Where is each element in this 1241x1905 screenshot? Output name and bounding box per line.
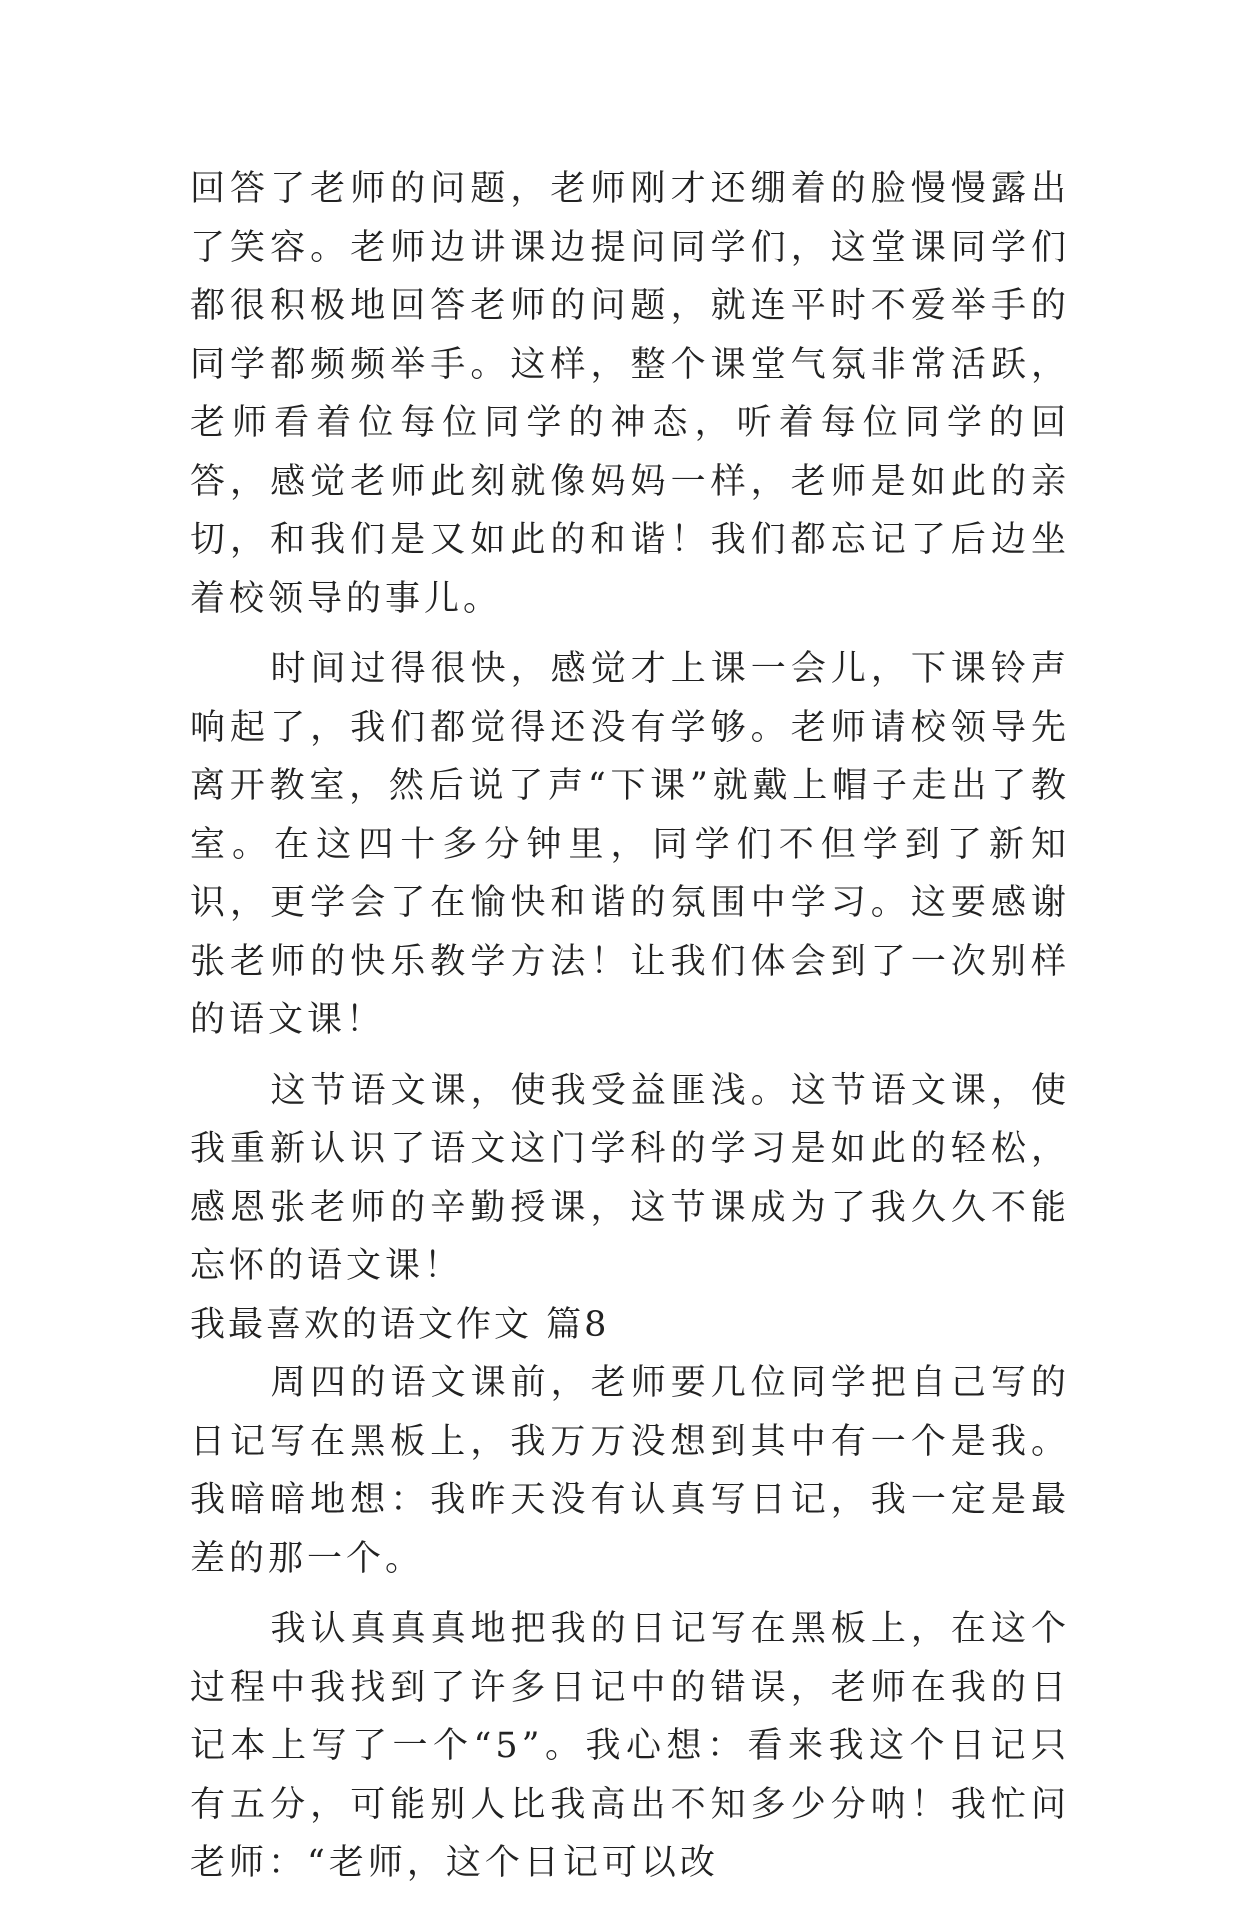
paragraph: 回答了老师的问题，老师刚才还绷着的脸慢慢露出了笑容。老师边讲课边提问同学们，这堂课同学们都很积极地回答老师的问题，就连平时不爱举手的同学都频频举手。这样，整个课堂气氛非常活跃，老师看着位每位同学的神态，听着每位同学的回答，感觉老师此刻就像妈妈一样，老师是如此的亲切，和我们是又如此的和谐！我们都忘记了后边坐着校领导的事儿。 <box>190 169 1070 619</box>
section-heading: 我最喜欢的语文作文 篇8 <box>190 1304 610 1345</box>
paragraph: 我认真真真地把我的日记写在黑板上，在这个过程中我找到了许多日记中的错误，老师在我的日记本上写了一个“5”。我心想：看来我这个日记只有五分，可能别人比我高出不知多少分呐！我忙问老师：“老师，这个日记可以改 <box>190 1609 1070 1883</box>
document-body <box>190 160 1070 1905</box>
paragraph: 时间过得很快，感觉才上课一会儿，下课铃声响起了，我们都觉得还没有学够。老师请校领导先离开教室，然后说了声“下课”就戴上帽子走出了教室。在这四十多分钟里，同学们不但学到了新知识，更学会了在愉快和谐的氛围中学习。这要感谢张老师的快乐教学方法！让我们体会到了一次别样的语文课！ <box>190 649 1070 1040</box>
paragraph: 周四的语文课前，老师要几位同学把自己写的日记写在黑板上，我万万没想到其中有一个是我。我暗暗地想：我昨天没有认真写日记，我一定是最差的那一个。 <box>190 1363 1070 1579</box>
paragraph: 这节语文课，使我受益匪浅。这节语文课，使我重新认识了语文这门学科的学习是如此的轻松，感恩张老师的辛勤授课，这节课成为了我久久不能忘怀的语文课！ <box>190 1070 1070 1286</box>
